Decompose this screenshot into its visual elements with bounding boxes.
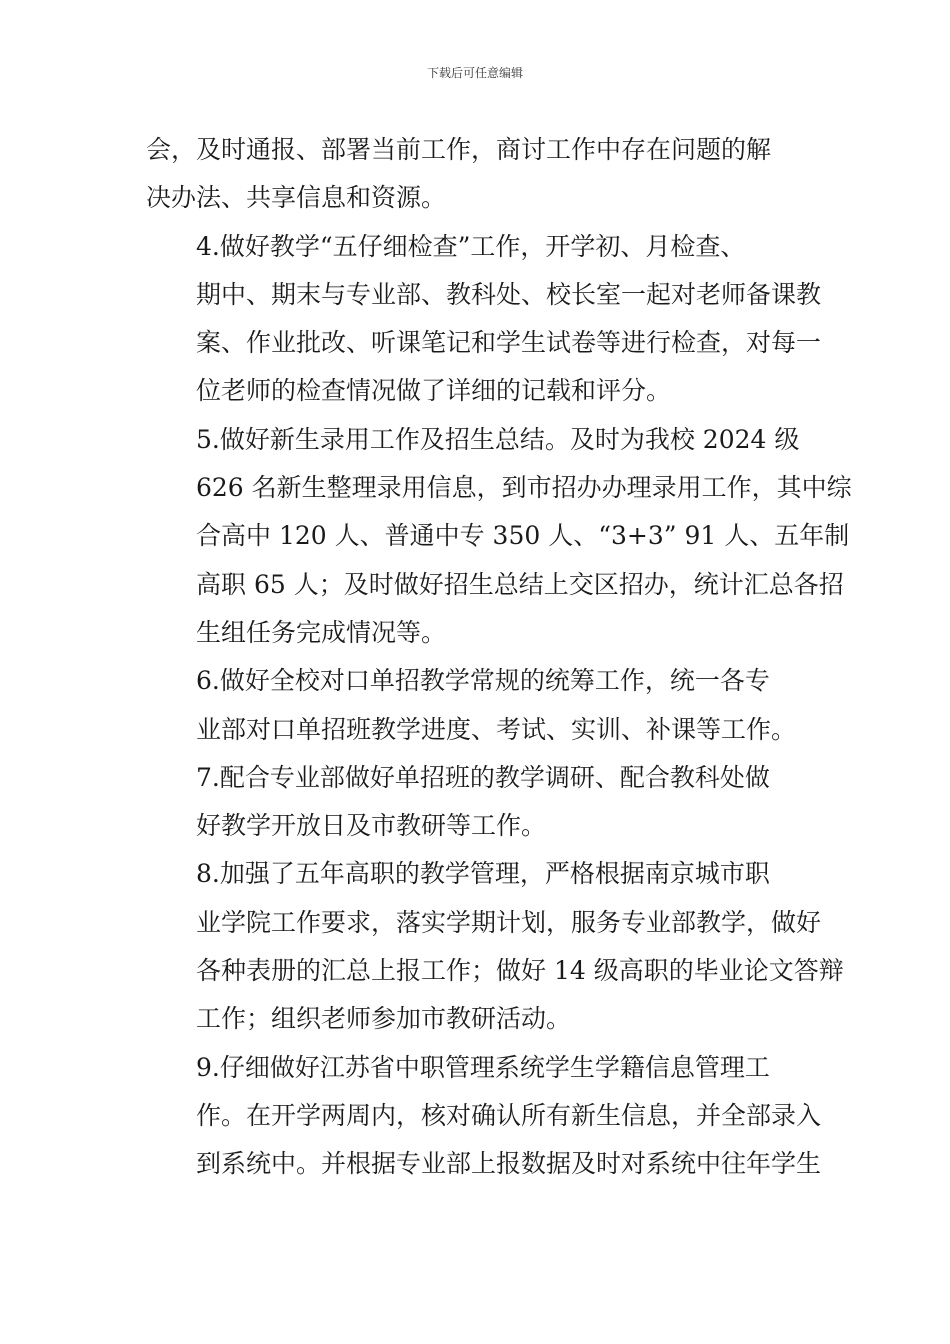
text-line: 7.配合专业部做好单招班的教学调研、配合教科处做 — [196, 762, 770, 792]
text-line: 4.做好教学“五仔细检查”工作，开学初、月检查、 — [196, 231, 746, 261]
paragraph-item-6 — [146, 657, 810, 754]
document-body — [146, 126, 852, 1189]
text-line: 期中、期末与专业部、教科处、校长室一起对老师备课教 — [196, 279, 822, 309]
text-line: 好教学开放日及市教研等工作。 — [196, 811, 547, 841]
text-line: 案、作业批改、听课笔记和学生试卷等进行检查，对每一 — [196, 328, 822, 358]
paragraph-item-8 — [146, 850, 844, 1043]
text-line: 9.仔细做好江苏省中职管理系统学生学籍信息管理工 — [196, 1052, 770, 1082]
text-line: 业部对口单招班教学进度、考试、实训、补课等工作。 — [196, 714, 797, 744]
paragraph-item-5 — [146, 416, 852, 657]
paragraph-item-7 — [146, 754, 810, 851]
page-header-note: 下载后可任意编辑 — [426, 66, 523, 80]
text-line: 各种表册的汇总上报工作；做好 14 级高职的毕业论文答辩 — [196, 956, 844, 986]
paragraph-item-9 — [146, 1044, 822, 1189]
text-line: 会，及时通报、部署当前工作，商讨工作中存在问题的解 — [146, 135, 772, 164]
text-line: 合高中 120 人、普通中专 350 人、“3+3” 91 人、五年制 — [196, 521, 850, 551]
text-line: 到系统中。并根据专业部上报数据及时对系统中往年学生 — [196, 1149, 822, 1179]
text-line: 高职 65 人；及时做好招生总结上交区招办，统计汇总各招 — [196, 569, 844, 599]
text-line: 8.加强了五年高职的教学管理，严格根据南京城市职 — [196, 859, 770, 889]
paragraph-item-4 — [146, 223, 822, 416]
text-line: 决办法、共享信息和资源。 — [146, 183, 447, 213]
text-line: 5.做好新生录用工作及招生总结。及时为我校 2024 级 — [196, 424, 800, 454]
text-line: 工作；组织老师参加市教研活动。 — [196, 1004, 572, 1034]
text-line: 业学院工作要求，落实学期计划，服务专业部教学，做好 — [196, 907, 822, 937]
text-line: 位老师的检查情况做了详细的记载和评分。 — [196, 376, 672, 406]
text-line: 626 名新生整理录用信息，到市招办办理录用工作，其中综 — [196, 473, 852, 503]
text-line: 6.做好全校对口单招教学常规的统筹工作，统一各专 — [196, 666, 770, 696]
text-line: 作。在开学两周内，核对确认所有新生信息，并全部录入 — [196, 1100, 822, 1130]
paragraph-continuation — [146, 126, 810, 223]
text-line: 生组任务完成情况等。 — [196, 617, 447, 647]
